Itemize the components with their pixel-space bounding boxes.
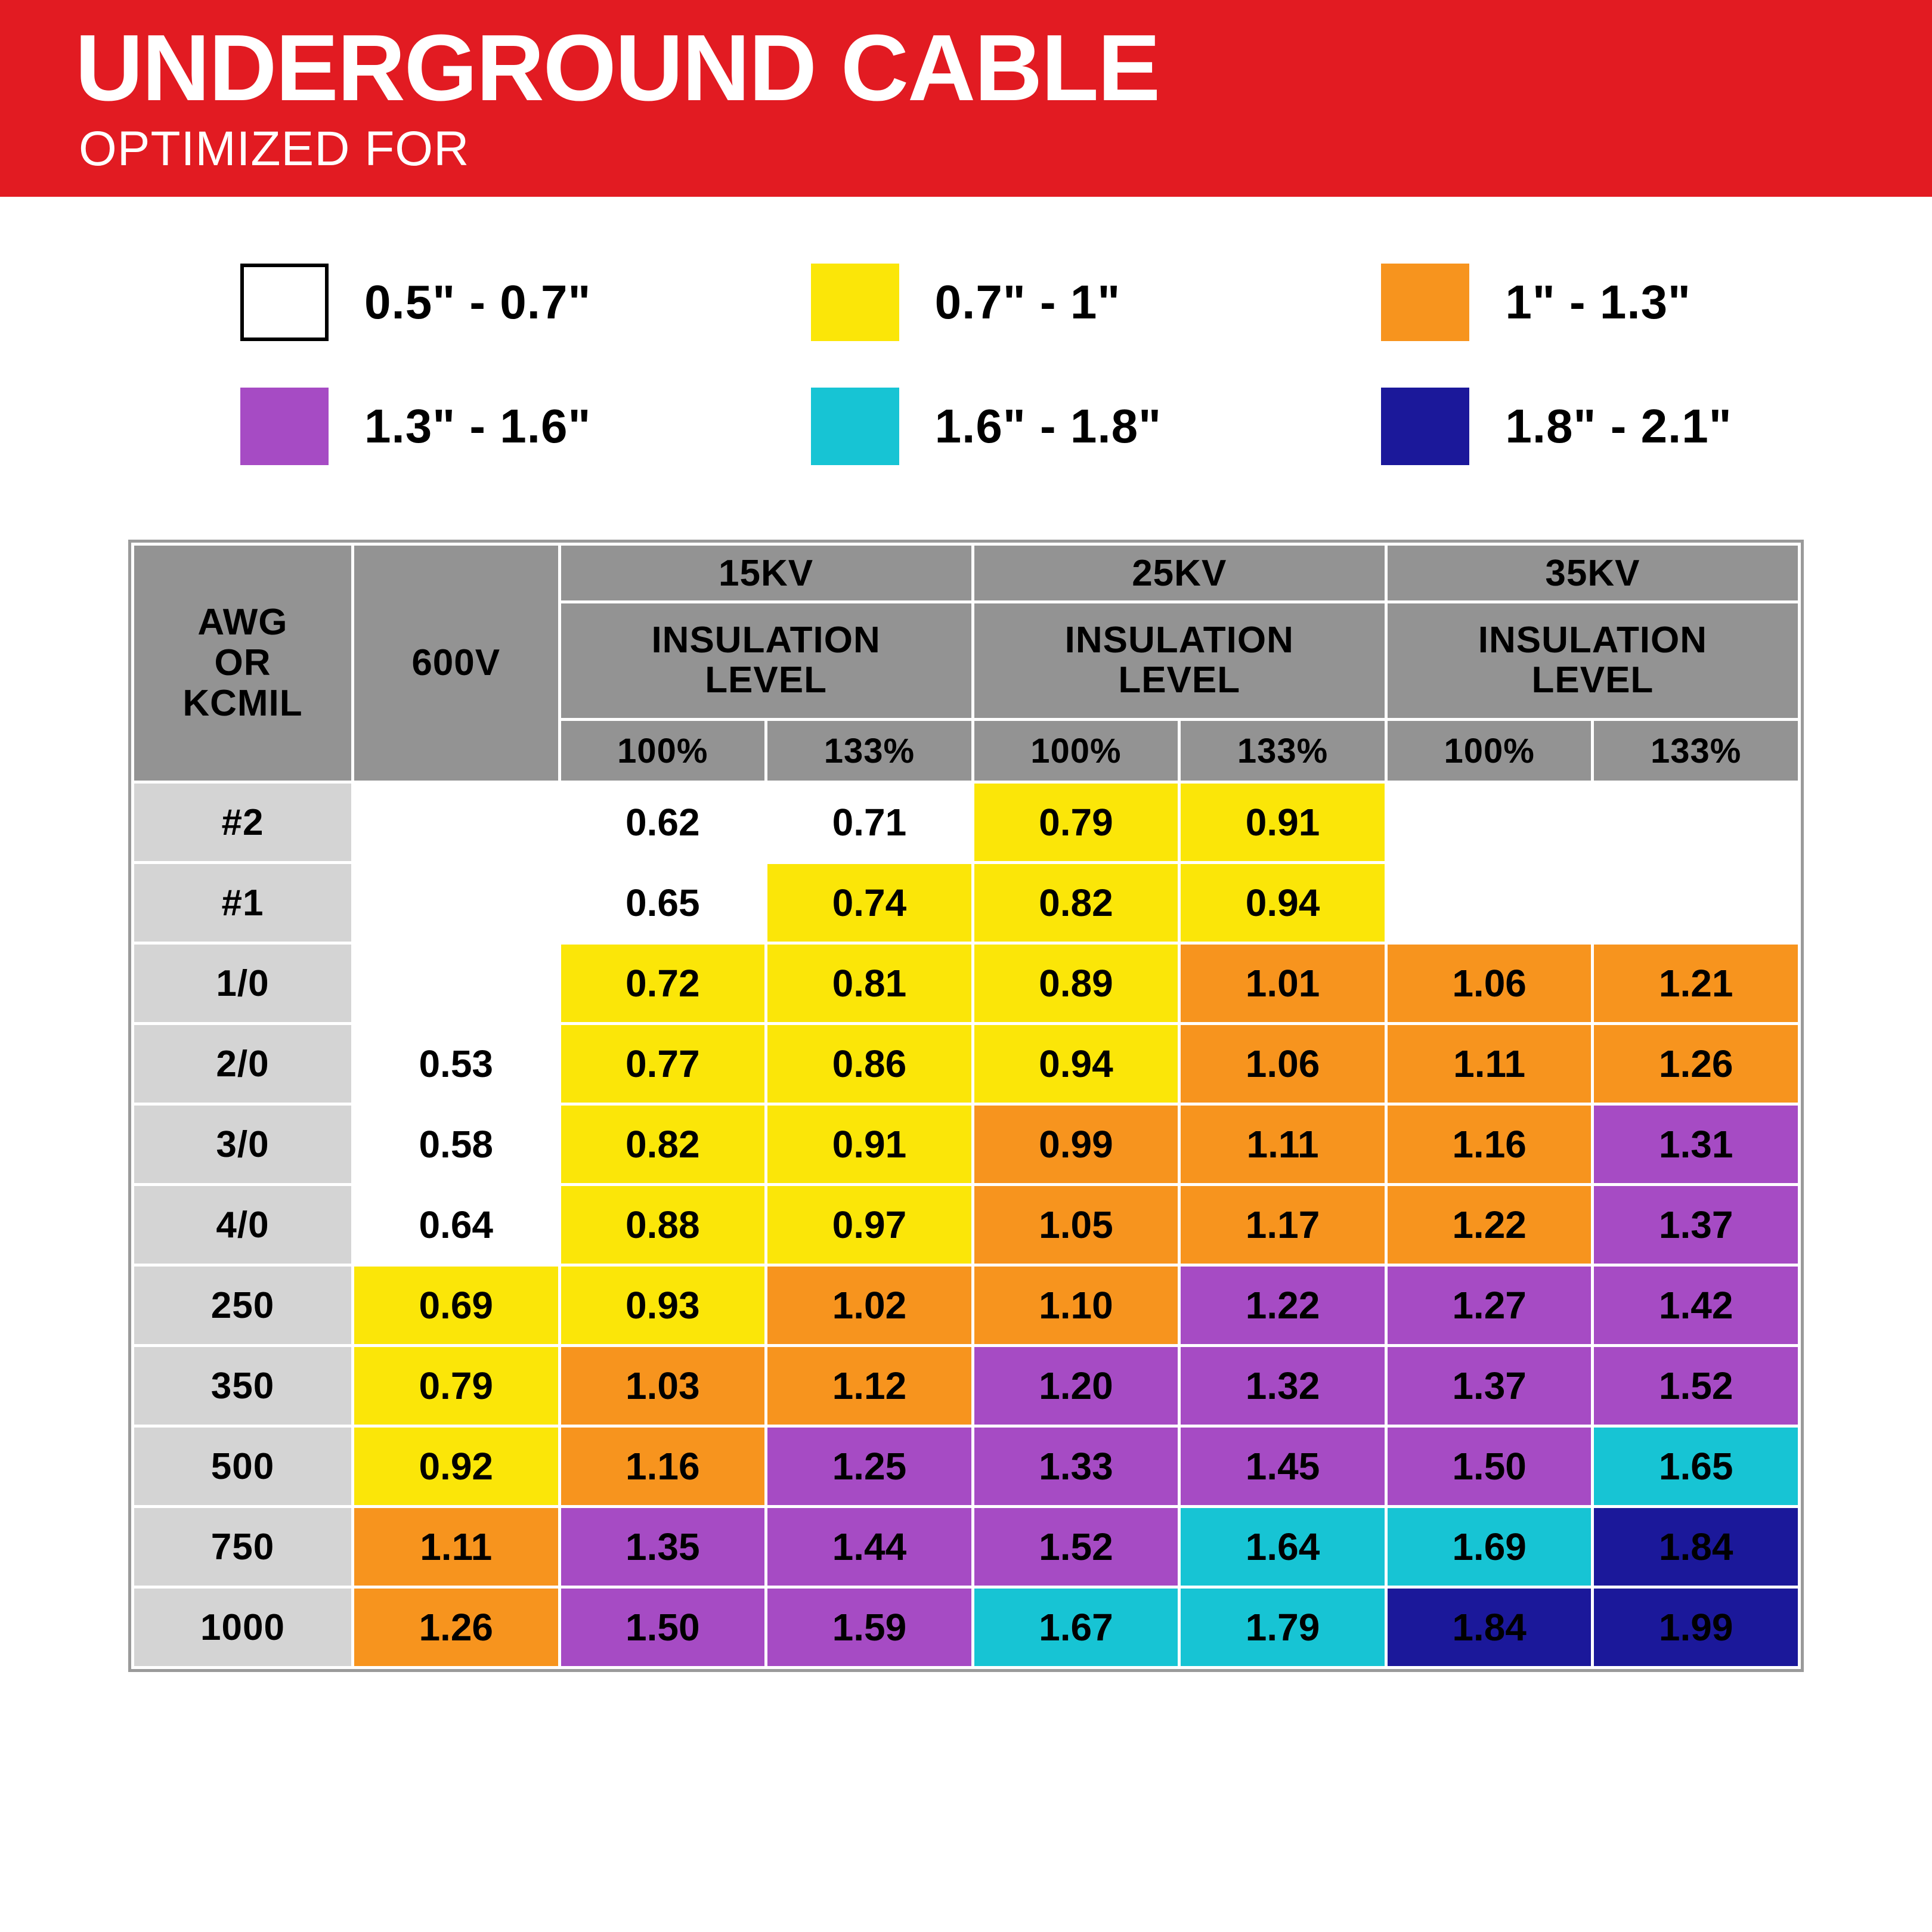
table-cell: 0.58 [352,1104,559,1185]
legend-item [681,388,1252,465]
row-header-awg: 350 [133,1346,353,1426]
table-cell: 1.64 [1179,1507,1386,1587]
table-cell: 0.92 [352,1426,559,1507]
table-cell: 0.93 [559,1265,766,1346]
table-cell: 0.74 [766,863,973,943]
cable-size-table [131,543,1801,1669]
table-cell: 1.84 [1386,1587,1593,1668]
legend-item-label: 1.8" - 2.1" [1505,400,1732,453]
table-cell: 0.82 [973,863,1179,943]
table-cell: 1.26 [352,1587,559,1668]
table-cell: 1.10 [973,1265,1179,1346]
table-cell: 0.88 [559,1185,766,1265]
header-awg-kcmil [133,544,353,782]
table-cell: 0.71 [766,782,973,863]
row-header-awg: 1/0 [133,943,353,1024]
legend-item [110,264,681,341]
table-cell: 0.82 [559,1104,766,1185]
table-cell: 1.32 [1179,1346,1386,1426]
table-cell [1593,782,1800,863]
table-cell: 1.16 [1386,1104,1593,1185]
table-row [133,1185,1800,1265]
table-cell: 1.67 [973,1587,1179,1668]
legend-item [1251,388,1822,465]
table-cell: 1.21 [1593,943,1800,1024]
table-cell: 1.06 [1386,943,1593,1024]
table-row [133,1104,1800,1185]
header-pct-25kv-133: 133% [1179,720,1386,782]
table-cell: 0.81 [766,943,973,1024]
row-header-awg: 750 [133,1507,353,1587]
table-row [133,1346,1800,1426]
header-pct-15kv-133: 133% [766,720,973,782]
table-row [133,943,1800,1024]
legend-swatch-icon [240,264,329,341]
table-cell [1593,863,1800,943]
row-header-awg: #2 [133,782,353,863]
table-cell: 1.59 [766,1587,973,1668]
legend-item-label: 1" - 1.3" [1505,275,1691,329]
row-header-awg: 1000 [133,1587,353,1668]
header-awg-line3: KCMIL [182,683,303,724]
table-cell: 1.01 [1179,943,1386,1024]
table-row [133,1426,1800,1507]
table-cell: 1.35 [559,1507,766,1587]
table-cell: 1.50 [559,1587,766,1668]
row-header-awg: 250 [133,1265,353,1346]
table-cell [352,943,559,1024]
table-cell: 1.26 [1593,1024,1800,1104]
table-body [133,782,1800,1668]
table-cell: 1.31 [1593,1104,1800,1185]
table-cell: 0.94 [973,1024,1179,1104]
table-cell: 0.97 [766,1185,973,1265]
legend-item-label: 0.7" - 1" [934,275,1121,329]
legend-item [681,264,1252,341]
legend-item-label: 1.3" - 1.6" [364,400,592,453]
table-cell: 1.22 [1179,1265,1386,1346]
row-header-awg: 2/0 [133,1024,353,1104]
table-row [133,1507,1800,1587]
table-cell: 1.03 [559,1346,766,1426]
table-cell: 0.91 [1179,782,1386,863]
page-title: UNDERGROUND CABLE [75,16,1160,120]
table-row [133,1265,1800,1346]
table-cell: 1.37 [1386,1346,1593,1426]
header-pct-35kv-133: 133% [1593,720,1800,782]
table-cell: 1.69 [1386,1507,1593,1587]
legend [110,197,1822,465]
table-cell: 1.11 [352,1507,559,1587]
header-pct-25kv-100: 100% [973,720,1179,782]
table-cell: 0.69 [352,1265,559,1346]
header-pct-35kv-100: 100% [1386,720,1593,782]
legend-swatch-icon [1381,264,1469,341]
table-cell: 0.77 [559,1024,766,1104]
table-cell: 1.42 [1593,1265,1800,1346]
legend-swatch-icon [240,388,329,465]
table-cell [1386,863,1593,943]
row-header-awg: 500 [133,1426,353,1507]
table-cell: 0.94 [1179,863,1386,943]
header-insulation-25kv: INSULATION LEVEL [973,602,1386,720]
table-row [133,863,1800,943]
table-row [133,1024,1800,1104]
table-cell: 1.27 [1386,1265,1593,1346]
row-header-awg: 3/0 [133,1104,353,1185]
table-cell: 1.17 [1179,1185,1386,1265]
header-insulation-35kv: INSULATION LEVEL [1386,602,1799,720]
table-cell: 1.02 [766,1265,973,1346]
table-cell [352,782,559,863]
cable-size-table-wrap [131,465,1801,1669]
page-subtitle: OPTIMIZED FOR [79,122,470,177]
table-cell: 1.99 [1593,1587,1800,1668]
table-cell: 0.72 [559,943,766,1024]
table-row [133,1587,1800,1668]
table-cell: 0.91 [766,1104,973,1185]
header-pct-15kv-100: 100% [559,720,766,782]
row-header-awg: 4/0 [133,1185,353,1265]
header-voltage-25kv: 25KV [973,544,1386,602]
table-cell: 0.64 [352,1185,559,1265]
header-banner [0,0,1932,197]
table-cell: 1.52 [973,1507,1179,1587]
table-cell: 1.45 [1179,1426,1386,1507]
row-header-awg: #1 [133,863,353,943]
table-cell: 0.99 [973,1104,1179,1185]
table-cell: 1.12 [766,1346,973,1426]
table-cell [1386,782,1593,863]
table-cell: 0.62 [559,782,766,863]
legend-item-label: 0.5" - 0.7" [364,275,592,329]
table-cell: 1.05 [973,1185,1179,1265]
table-cell: 1.50 [1386,1426,1593,1507]
table-head-row-voltage [133,544,1800,602]
table-cell: 0.53 [352,1024,559,1104]
table-cell: 1.20 [973,1346,1179,1426]
table-cell: 1.06 [1179,1024,1386,1104]
table-cell: 1.84 [1593,1507,1800,1587]
table-cell: 0.89 [973,943,1179,1024]
table-cell: 1.25 [766,1426,973,1507]
header-600v: 600V [352,544,559,782]
legend-swatch-icon [811,264,899,341]
legend-item [1251,264,1822,341]
legend-item [110,388,681,465]
table-cell: 1.11 [1386,1024,1593,1104]
header-insulation-15kv: INSULATION LEVEL [559,602,973,720]
header-voltage-15kv: 15KV [559,544,973,602]
table-cell [352,863,559,943]
header-voltage-35kv: 35KV [1386,544,1799,602]
header-awg-line2: OR [214,642,271,683]
table-cell: 1.52 [1593,1346,1800,1426]
legend-swatch-icon [811,388,899,465]
header-awg-line1: AWG [197,601,288,643]
table-cell: 0.86 [766,1024,973,1104]
table-cell: 1.65 [1593,1426,1800,1507]
legend-item-label: 1.6" - 1.8" [934,400,1162,453]
table-cell: 1.79 [1179,1587,1386,1668]
table-cell: 1.33 [973,1426,1179,1507]
table-cell: 1.22 [1386,1185,1593,1265]
table-cell: 0.79 [973,782,1179,863]
table-row [133,782,1800,863]
table-cell: 1.44 [766,1507,973,1587]
table-cell: 0.65 [559,863,766,943]
table-cell: 1.11 [1179,1104,1386,1185]
legend-swatch-icon [1381,388,1469,465]
table-cell: 0.79 [352,1346,559,1426]
table-cell: 1.16 [559,1426,766,1507]
table-cell: 1.37 [1593,1185,1800,1265]
table-head [133,544,1800,782]
